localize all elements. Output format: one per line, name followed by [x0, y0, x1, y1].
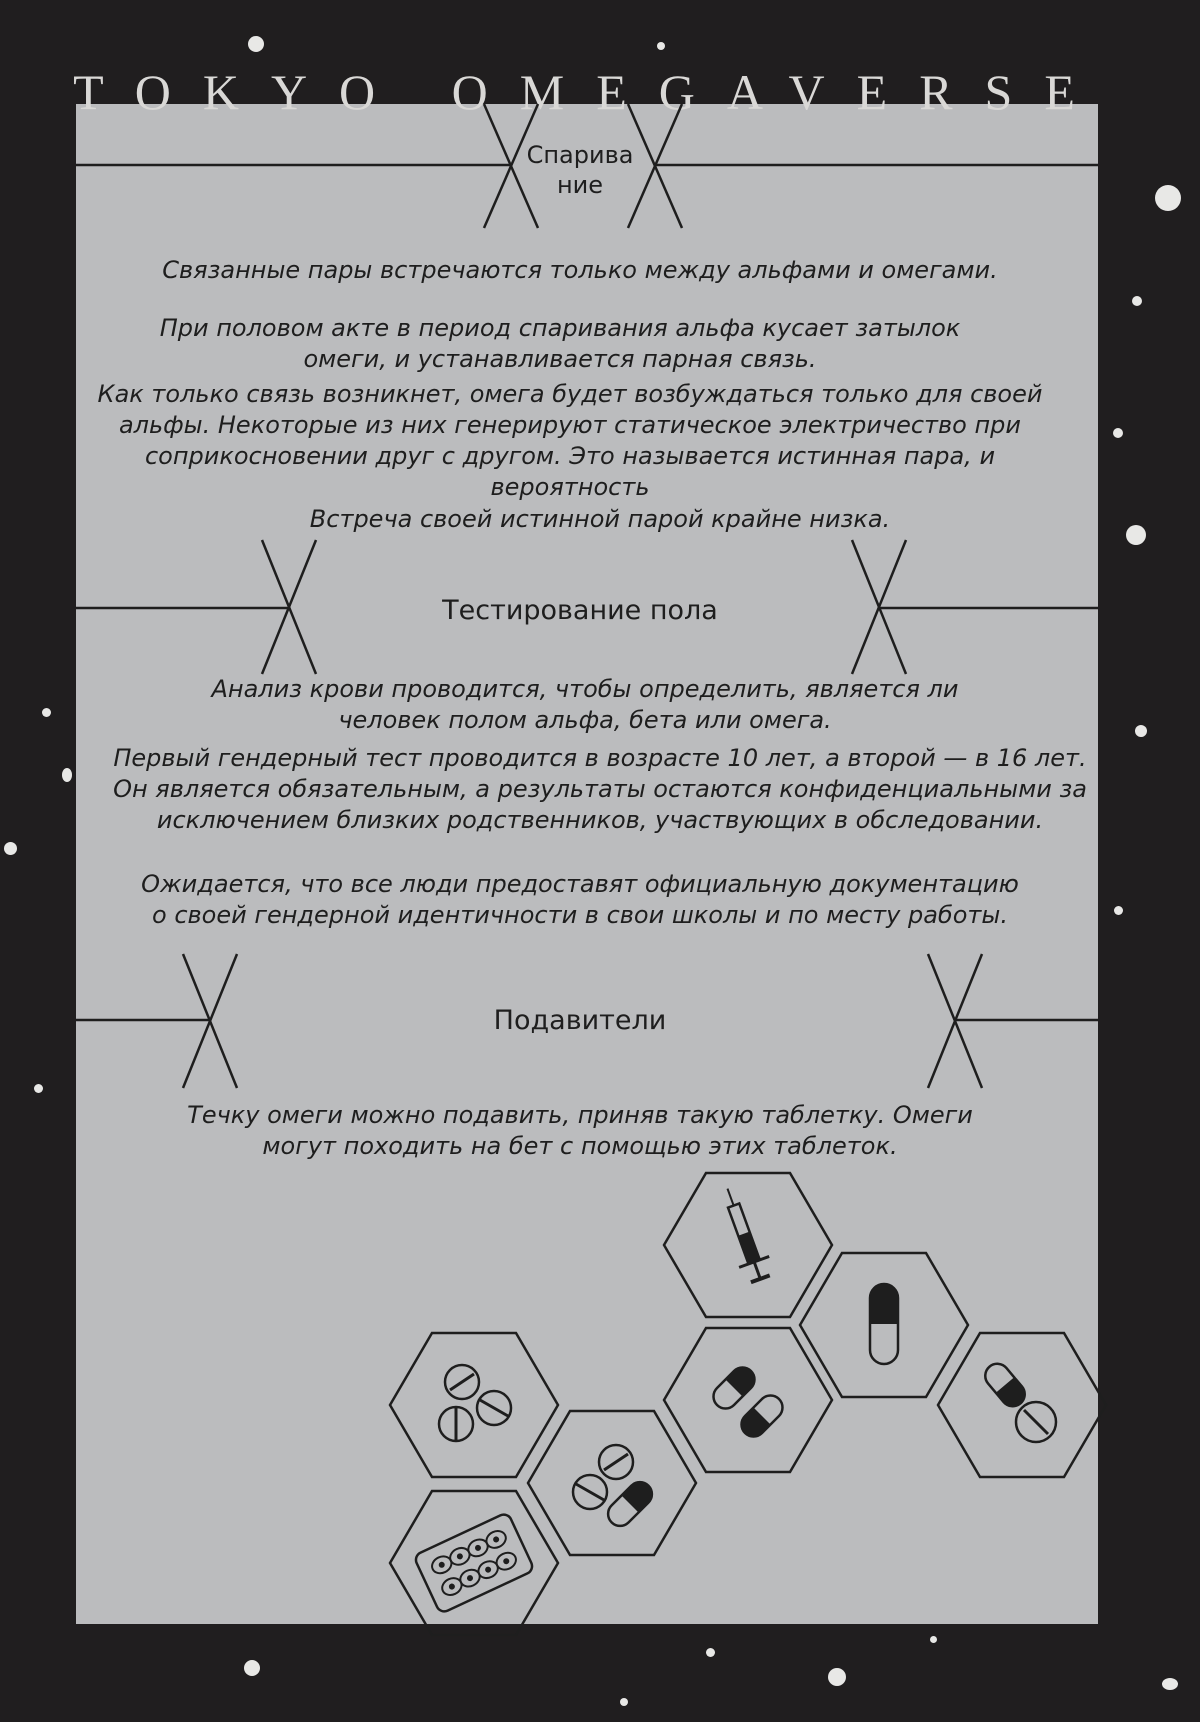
paragraph: Как только связь возникнет, омега будет возбуждаться только для своей альфы. Некоторые из них генерируют статическое электричество при соприкосновении друг с другом. Это называется истинная пара, и вероятность — [97, 380, 1043, 501]
section-title-suppressants: Подавители — [493, 1005, 667, 1036]
paragraph: Связанные пары встречаются только между альфами и омегами. — [162, 256, 998, 284]
capsule-and-tablet-icon — [980, 1359, 1056, 1442]
paragraph: Течку омеги можно подавить, приняв такую таблетку. Омеги могут походить на бет с помощью этих таблеток. — [187, 1101, 973, 1160]
section-title-mating: Спарива ние — [526, 141, 634, 199]
header-title: TOKYO OMEGAVERSE — [73, 64, 1107, 120]
capsules-icon — [709, 1363, 788, 1442]
paragraph: При половом акте в период спаривания альфа кусает затылок омеги, и устанавливается парная связь. — [159, 314, 961, 373]
section-title-gender-testing: Тестирование пола — [442, 595, 718, 626]
tablets-and-capsule-icon — [573, 1445, 657, 1531]
syringe-icon — [712, 1183, 775, 1284]
tablets-icon — [439, 1365, 511, 1441]
paragraph: Первый гендерный тест проводится в возрасте 10 лет, а второй — в 16 лет. Он является обязательным, а результаты остаются конфиденциальными за исключением близких родственников, участвующих в обследовании. — [113, 744, 1087, 834]
paragraph: Анализ крови проводится, чтобы определить, является ли человек полом альфа, бета или омега. — [211, 675, 959, 734]
paragraph: Ожидается, что все люди предоставят официальную документацию о своей гендерной идентичности в свои школы и по месту работы. — [141, 870, 1019, 929]
paragraph: Встреча своей истинной парой крайне низка. — [309, 505, 891, 533]
capsule-icon — [870, 1284, 898, 1364]
blister-pack-icon — [413, 1512, 534, 1614]
